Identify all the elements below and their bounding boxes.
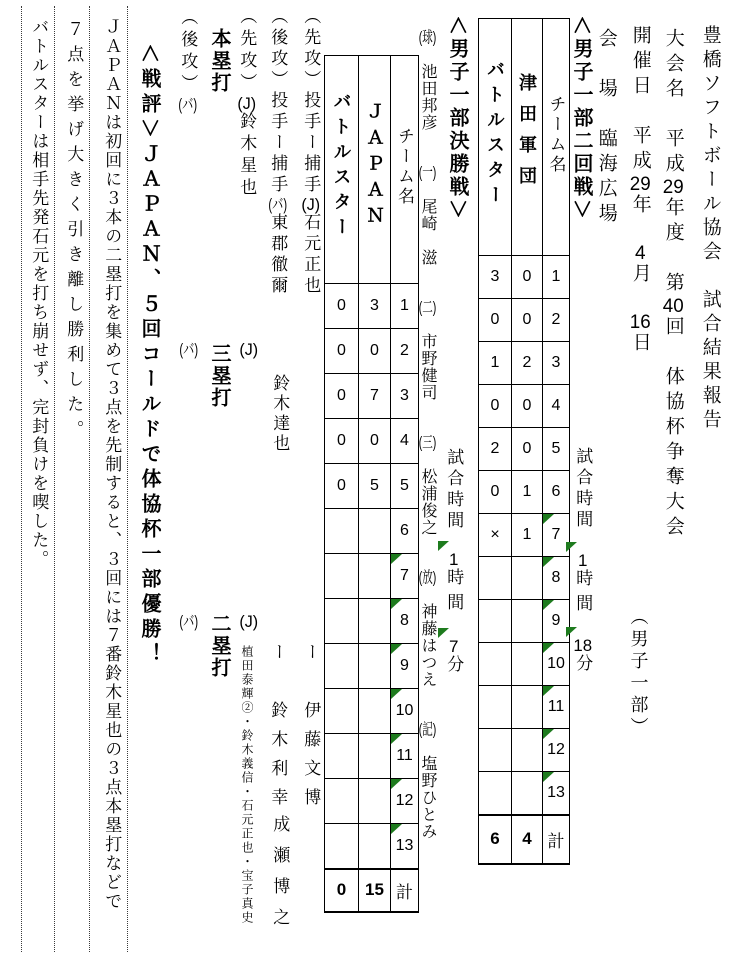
inning-row [325,374,419,419]
score-cell: 0 [479,385,512,428]
scoreboard-header-row [325,56,419,284]
game1-time-label: 試合時間 [573,447,593,531]
inning-row [479,342,570,385]
inning-number-cell: 7 [391,554,419,599]
inning-row [325,644,419,689]
score-cell [512,772,543,815]
inning-row [479,557,570,600]
comment-marker-icon [543,514,554,524]
score-cell: 1 [512,471,543,514]
inning-row [325,689,419,734]
comment-marker-icon [543,772,554,782]
inning-row [325,599,419,644]
score-cell [325,599,359,644]
score-cell: 0 [512,299,543,342]
score-cell: 1 [512,514,543,557]
comment-marker-icon [543,729,554,739]
review-headline: ＜戦評＞ＪＡＰＡＮ、５回コールドで体協杯一部優勝！ [138,43,160,668]
inning-row [325,824,419,869]
comment-marker-icon [438,541,449,551]
inning-row [479,385,570,428]
score-cell [325,509,359,554]
inning-row [479,686,570,729]
score-cell [512,686,543,729]
total-score-cell: 4 [512,815,543,864]
triple-battle-mark: (バ) [179,341,199,358]
meta-tournament-label: 大会名 [662,28,684,103]
inning-number-cell: 8 [391,599,419,644]
inning-number-cell: 2 [543,299,570,342]
inning-number-cell: 12 [543,729,570,772]
meta-date-label: 開催日 [629,25,651,100]
review-line: ７点を挙げ大きく引き離し勝利した。 [64,20,84,445]
inning-row [479,600,570,643]
team-name-cell [359,56,391,284]
team-name-cell [325,56,359,284]
meta-date-value: 平成29年 4月 16日 [629,125,651,357]
score-cell [325,779,359,824]
comment-marker-icon [391,599,402,609]
score-cell: 0 [325,374,359,419]
inning-number-cell: 3 [391,374,419,419]
triple-hitter-name: 鈴木達也 [270,374,290,454]
score-cell [359,734,391,779]
inning-number-cell: 4 [391,419,419,464]
battery-first-catcher: ー 伊藤文博 [301,643,321,817]
inning-number-cell: 1 [543,256,570,299]
score-cell [325,734,359,779]
inning-number-cell: 13 [543,772,570,815]
comment-marker-icon [391,689,402,699]
score-cell [359,509,391,554]
game1-time-minutes: 18分 [573,637,593,679]
score-cell: 0 [359,329,391,374]
score-cell [359,554,391,599]
battery-second-catcher: ー 鈴木利幸 [268,643,288,817]
official-entry: (放) 神藤はつえ [418,570,437,722]
review-line: バトルスターは相手先発石元を打ち崩せず、完封負けを喫した。 [29,18,49,569]
inning-number-cell: 3 [543,342,570,385]
dotted-rule-line [54,6,55,952]
score-cell: 0 [479,299,512,342]
total-score-cell: 6 [479,815,512,864]
scoreboard-header-row [479,19,570,256]
game2-time-hours: 1時間 [444,551,464,618]
comment-marker-icon [543,643,554,653]
double-label: 二塁打 [208,613,230,679]
team-name-cell [479,19,512,256]
inning-number-cell: 11 [543,686,570,729]
score-cell: 3 [479,256,512,299]
score-cell: 0 [512,256,543,299]
meta-venue-value: 臨海広場 [595,128,617,228]
score-cell: 0 [479,471,512,514]
home-run-first-entry: （先攻）(J)鈴木星也 [237,7,257,200]
official-entry: (記) 塩野ひとみ [418,722,437,840]
total-row [479,815,570,864]
score-cell [479,729,512,772]
game2-heading: ＜男子一部決勝戦＞ [446,15,468,222]
home-run-second-entry: （後攻）(バ) [178,8,198,113]
inning-number-cell: 10 [391,689,419,734]
score-cell [512,643,543,686]
score-cell: 0 [359,419,391,464]
inning-row [479,471,570,514]
inning-number-cell: 9 [543,600,570,643]
dotted-rule-line [21,6,22,952]
inning-number-cell: 5 [543,428,570,471]
double-japan-mark: (J) [239,613,259,630]
double-battle-mark: (バ) [179,613,199,630]
triple-label: 三塁打 [208,343,230,409]
team-col-header: チーム名 [395,127,414,207]
team-name: ＪＡＰＡＮ [364,102,385,232]
score-cell [359,779,391,824]
score-cell: 0 [325,464,359,509]
score-cell: 2 [512,342,543,385]
score-cell: 0 [325,284,359,329]
division-note: （男子一部） [628,607,649,739]
total-label-cell: 計 [391,869,419,912]
battery-second-line: （後攻）投手ー捕手(バ)東郡徹爾 [268,7,288,297]
team-col-header-cell [391,56,419,284]
inning-row [325,734,419,779]
meta-venue [594,28,618,228]
score-cell: 5 [359,464,391,509]
comment-marker-icon [391,644,402,654]
official-entry: (球) 池田邦彦 [418,30,437,165]
official-entry: (三) 松浦俊之 [418,435,437,570]
inning-row [479,729,570,772]
score-cell: × [479,514,512,557]
battery-first-line: （先攻）投手ー捕手(J)石元正也 [301,7,321,297]
score-cell: 0 [512,385,543,428]
inning-number-cell: 7 [543,514,570,557]
dotted-rule-line [127,6,128,952]
inning-row [325,509,419,554]
score-cell [359,644,391,689]
score-cell [479,686,512,729]
score-cell [325,644,359,689]
meta-venue-label: 会 場 [595,28,617,103]
score-cell: 1 [479,342,512,385]
comment-marker-icon [543,600,554,610]
official-entry: (一) 尾崎 滋 [418,165,437,300]
game1-heading: ＜男子一部二回戦＞ [570,15,592,222]
inning-number-cell: 8 [543,557,570,600]
inning-number-cell: 6 [391,509,419,554]
meta-tournament [661,28,685,541]
comment-marker-icon [543,557,554,567]
inning-row [325,329,419,374]
inning-row [479,256,570,299]
team-col-header: チーム名 [546,94,566,175]
score-cell [479,772,512,815]
meta-tournament-value: 平成29年度 第40回 体協杯争奪大会 [662,128,684,541]
inning-number-cell: 11 [391,734,419,779]
score-cell [479,643,512,686]
score-cell [325,554,359,599]
comment-marker-icon [543,686,554,696]
score-cell [512,557,543,600]
score-cell [359,599,391,644]
inning-row [325,284,419,329]
game1-scoreboard [478,18,570,865]
officials-list [417,30,437,840]
inning-row [325,779,419,824]
score-cell [479,557,512,600]
score-cell: 0 [325,329,359,374]
score-cell: 3 [359,284,391,329]
inning-row [479,643,570,686]
inning-row [479,772,570,815]
total-row [325,869,419,912]
score-cell [325,824,359,869]
score-cell [359,824,391,869]
score-cell [359,689,391,734]
inning-row [479,514,570,557]
comment-marker-icon [391,824,402,834]
game1-time-hours: 1時間 [573,552,593,619]
score-cell: 0 [512,428,543,471]
inning-number-cell: 9 [391,644,419,689]
total-score-cell: 15 [359,869,391,912]
inning-number-cell: 6 [543,471,570,514]
team-name-cell [512,19,543,256]
team-name: 津田軍団 [517,72,537,197]
inning-row [479,428,570,471]
inning-row [479,299,570,342]
team-col-header-cell [543,19,570,256]
review-line: ＪＡＰＡＮは初回に３本の二塁打を集めて３点を先制すると、３回には７番鈴木星也の３点本塁打などで [102,18,122,911]
double-hitter-names: 植田泰輝②・鈴木義信・石元正也・宝子真史 [240,645,254,925]
inning-number-cell: 4 [543,385,570,428]
score-cell: 0 [325,419,359,464]
meta-date [628,25,652,357]
inning-row [325,419,419,464]
inning-number-cell: 12 [391,779,419,824]
score-cell [512,729,543,772]
comment-marker-icon [391,779,402,789]
inning-number-cell: 13 [391,824,419,869]
score-cell: 2 [479,428,512,471]
score-cell [512,600,543,643]
inning-number-cell: 10 [543,643,570,686]
score-cell [479,600,512,643]
game2-scoreboard [324,55,419,913]
total-label-cell: 計 [543,815,570,864]
team-name: バトルスター [331,92,352,242]
inning-number-cell: 2 [391,329,419,374]
inning-number-cell: 5 [391,464,419,509]
team-name: バトルスター [485,59,505,210]
home-run-label: 本塁打 [208,28,230,94]
score-cell [325,689,359,734]
inning-number-cell: 1 [391,284,419,329]
game2-time-label: 試合時間 [444,448,464,532]
inning-row [325,464,419,509]
comment-marker-icon [391,554,402,564]
score-cell: 7 [359,374,391,419]
comment-marker-icon [391,734,402,744]
dotted-rule-line [89,6,90,952]
comment-marker-icon [438,628,449,638]
total-score-cell: 0 [325,869,359,912]
game2-time-minutes: 7分 [444,638,464,680]
report-title: 豊橋ソフトボール協会 試合結果報告 [699,25,721,433]
triple-japan-mark: (J) [239,341,259,358]
official-entry: (二) 市野健司 [418,300,437,435]
battery-second-catcher2: 成瀬博之 [270,815,290,939]
inning-row [325,554,419,599]
